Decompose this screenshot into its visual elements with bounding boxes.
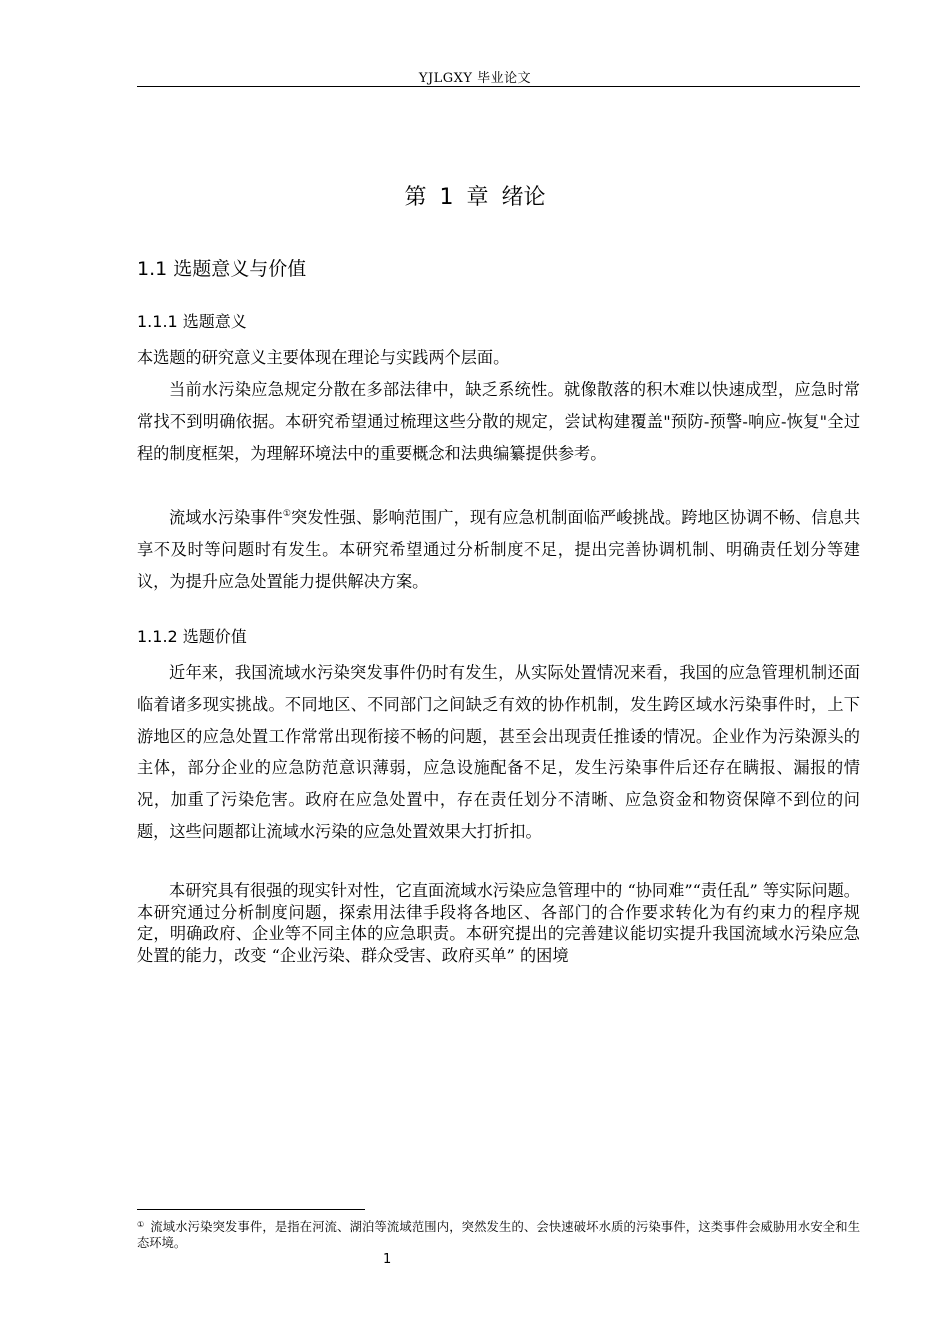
- paragraph: 本选题的研究意义主要体现在理论与实践两个层面。: [137, 348, 510, 367]
- paragraph: 当前水污染应急规定分散在多部法律中，缺乏系统性。就像散落的积木难以快速成型，应急时常常找不到明确依据。本研究希望通过梳理这些分散的规定，尝试构建覆盖"预防-预警-响应-恢复"全过程的制度框架，为理解环境法中的重要概念和法典编纂提供参考。: [137, 380, 860, 463]
- footnote-separator: [137, 1209, 365, 1210]
- running-header: YJLGXY 毕业论文: [418, 71, 532, 86]
- paragraph-text: 突发性强、影响范围广，现有应急机制面临严峻挑战。跨地区协调不畅、信息共享不及时等问题时有发生。本研究希望通过分析制度不足，提出完善协调机制、明确责任划分等建议，为提升应急处置能力提供解决方案。: [137, 508, 861, 591]
- paragraph: 本研究具有很强的现实针对性，它直面流域水污染应急管理中的 “协同难”“责任乱” 等实际问题。本研究通过分析制度问题，探索用法律手段将各地区、各部门的合作要求转化为有约束力的程序规定，明确政府、企业等不同主体的应急职责。本研究提出的完善建议能切实提升我国流域水污染应急处置的能力，改变 “企业污染、群众受害、政府买单” 的困境: [137, 881, 860, 965]
- footnote-mark: ①: [137, 1220, 145, 1229]
- subsection-title-value: 1.1.2 选题价值: [137, 627, 247, 646]
- footnote-text: 流域水污染突发事件，是指在河流、湖泊等流域范围内，突然发生的、会快速破坏水质的污染事件，这类事件会威胁用水安全和生态环境。: [137, 1220, 860, 1250]
- paragraph: 近年来，我国流域水污染突发事件仍时有发生，从实际处置情况来看，我国的应急管理机制还面临着诸多现实挑战。不同地区、不同部门之间缺乏有效的协作机制，发生跨区域水污染事件时，上下游地区的应急处置工作常常出现衔接不畅的问题，甚至会出现责任推诿的情况。企业作为污染源头的主体，部分企业的应急防范意识薄弱，应急设施配备不足，发生污染事件后还存在瞒报、漏报的情况，加重了污染危害。政府在应急处置中，存在责任划分不清晰、应急资金和物资保障不到位的问题，这些问题都让流域水污染的应急处置效果大打折扣。: [137, 663, 860, 841]
- footnote: [137, 1217, 860, 1251]
- chapter-title: 第 1 章 绪论: [404, 185, 546, 210]
- section-title: 1.1 选题意义与价值: [137, 258, 307, 280]
- header-rule: [137, 86, 860, 87]
- subsection-title-significance: 1.1.1 选题意义: [137, 312, 247, 331]
- page-number: 1: [383, 1252, 392, 1267]
- paragraph-text: 流域水污染事件: [169, 508, 283, 527]
- footnote-reference[interactable]: ①: [282, 509, 291, 519]
- paragraph-with-footnote: [137, 502, 860, 597]
